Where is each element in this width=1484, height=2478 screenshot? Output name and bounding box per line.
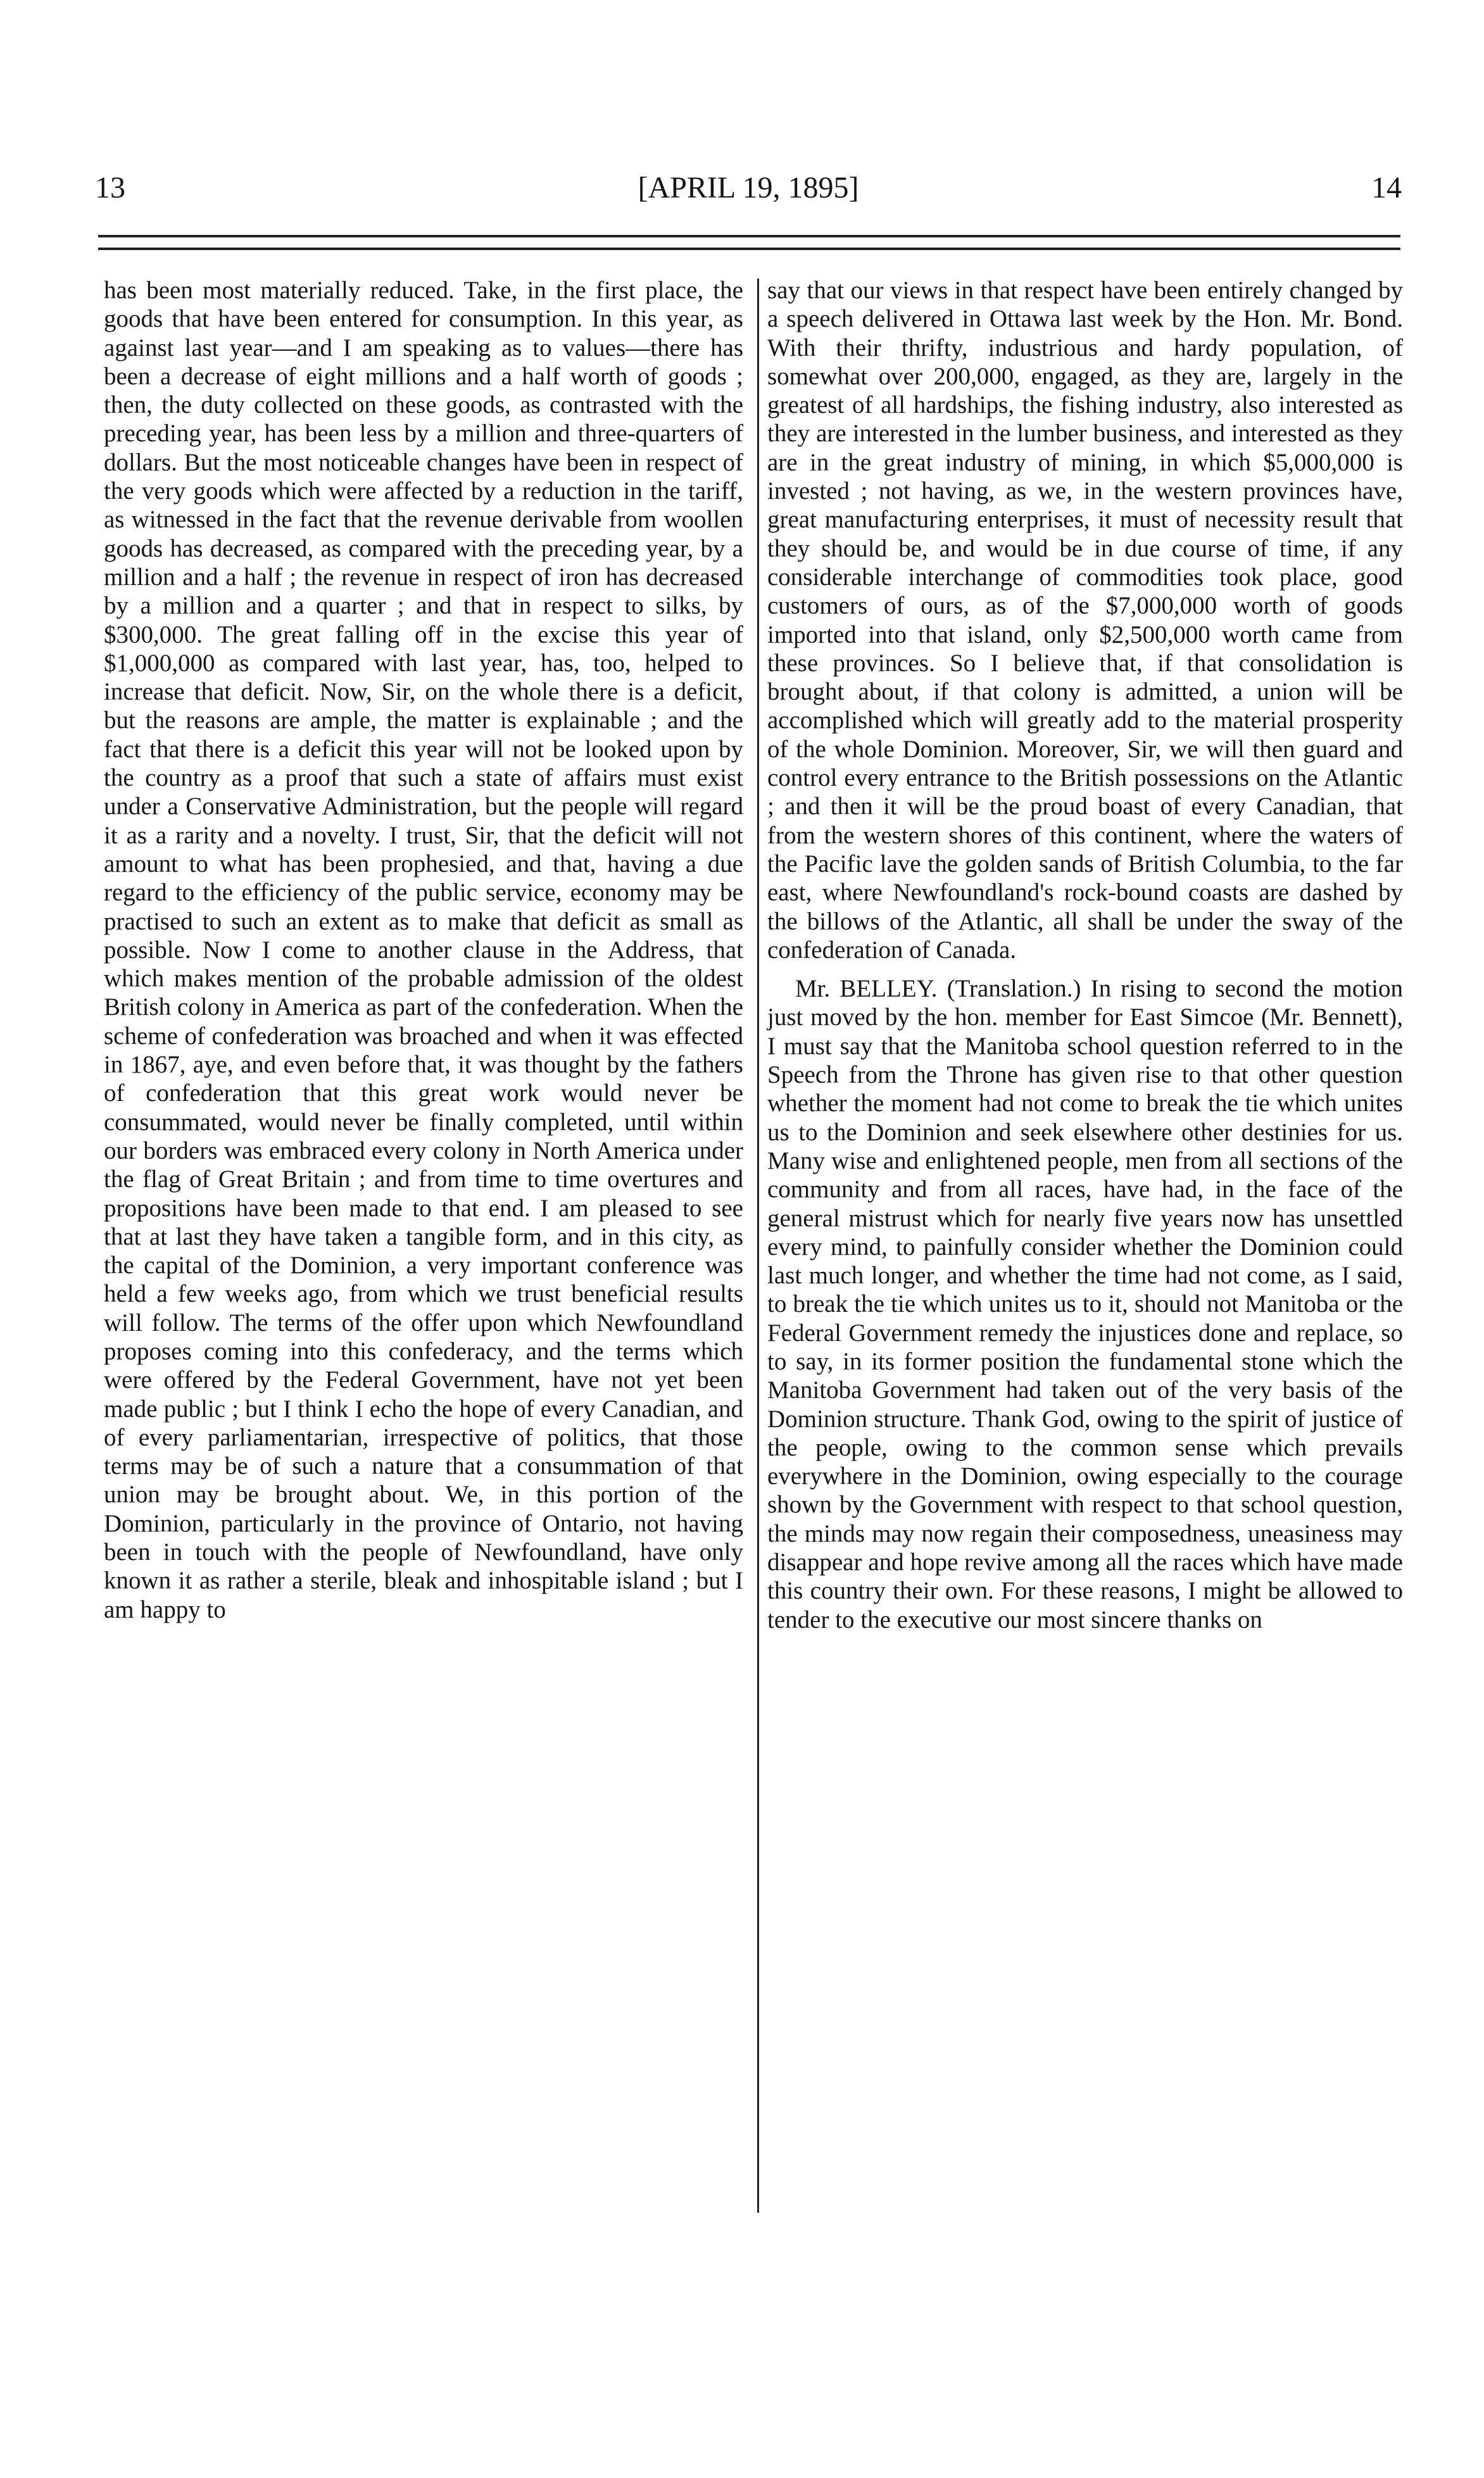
column-divider xyxy=(757,279,759,2213)
right-column-paragraph-2 xyxy=(767,974,1403,1634)
header-rule-top xyxy=(98,235,1400,237)
left-column-text: has been most materially reduced. Take, in the first place, the goods that have been entered for consumption. In this year, as against last year—and I am speaking as to values—there has been a decrease of eight millions and a half worth of goods ; then, the duty collected on these goods, as contrasted with the preceding year, has been less by a million and three-quarters of dollars. But the most noticeable changes have been in respect of the very goods which were affected by a reduction in the tariff, as witnessed in the fact that the revenue derivable from woollen goods has decreased, as compared with the preceding year, by a million and a half ; the revenue in respect of iron has decreased by a million and a quarter ; and that in respect to silks, by $300,000. The great falling off in the excise this year of $1,000,000 as compared with last year, has, too, helped to increase that deficit. Now, Sir, on the whole there is a deficit, but the reasons are ample, the matter is explainable ; and the fact that there is a deficit this year will not be looked upon by the country as a proof that such a state of affairs must exist under a Conservative Administration, but the people will regard it as a rarity and a novelty. I trust, Sir, that the deficit will not amount to what has been prophesied, and that, having a due regard to the efficiency of the public service, economy may be practised to such an extent as to make that deficit as small as possible. Now I come to another clause in the Address, that which makes mention of the probable admission of the oldest British colony in America as part of the confederation. When the scheme of confederation was broached and when it was effected in 1867, aye, and even before that, it was thought by the fathers of confederation that this great work would never be consummated, would never be finally completed, until within our borders was embraced every colony in North America under the flag of Great Britain ; and from time to time overtures and propositions have been made to that end. I am pleased to see that at last they have taken a tangible form, and in this city, as the capital of the Dominion, a very important conference was held a few weeks ago, from which we trust beneficial results will follow. The terms of the offer upon which Newfoundland proposes coming into this confederacy, and the terms which were offered by the Federal Government, have not yet been made public ; but I think I echo the hope of every Canadian, and of every parliamentarian, irrespective of politics, that those terms may be of such a nature that a consummation of that union may be brought about. We, in this portion of the Dominion, particularly in the province of Ontario, not having been in touch with the people of Newfoundland, have only known it as rather a sterile, bleak and inhospitable island ; but I am happy to xyxy=(104,277,743,1623)
header-rule-bottom xyxy=(98,248,1400,250)
speaker-name: Mr. BELLEY. xyxy=(795,975,938,1003)
right-page-number: 14 xyxy=(1371,171,1402,204)
header-date: [APRIL 19, 1895] xyxy=(638,171,859,204)
left-page-number: 13 xyxy=(95,171,125,204)
right-column xyxy=(767,276,1403,1634)
speech-text: (Translation.) In rising to second the motion just moved by the hon. member for East Simcoe (Mr. Bennett), I must say that the Manitoba school question referred to in the Speech from the Throne has given rise to that other question whether the moment had not come to break the tie which unites us to the Dominion and seek elsewhere other destinies for us. Many wise and enlightened people, men from all sections of the community and from all races, have had, in the face of the general mistrust which for nearly five years now has unsettled every mind, to painfully consider whether the Dominion could last much longer, and whether the time had not come, as I said, to break the tie which unites us to it, should not Manitoba or the Federal Government remedy the injustices done and replace, so to say, in its former position the fundamental stone which the Manitoba Government had taken out of the very basis of the Dominion structure. Thank God, owing to the spirit of justice of the people, owing to the common sense which prevails everywhere in the Dominion, owing especially to the courage shown by the Government with respect to that school question, the minds may now regain their composedness, uneasiness may disappear and hope revive among all the races which have made this country their own. For these reasons, I might be allowed to tender to the executive our most sincere thanks on xyxy=(767,975,1403,1633)
left-column xyxy=(104,276,743,1624)
page-header xyxy=(95,166,1402,210)
right-column-paragraph-1: say that our views in that respect have been entirely changed by a speech delivered in Ottawa last week by the Hon. Mr. Bond. With their thrifty, industrious and hardy population, of somewhat over 200,000, engaged, as they are, largely in the greatest of all hardships, the fishing industry, also interested as they are interested in the lumber business, and interested as they are in the great industry of mining, in which $5,000,000 is invested ; not having, as we, in the western provinces have, great manufacturing enterprises, it must of necessity result that they should be, and would be in due course of time, if any considerable interchange of commodities took place, good customers of ours, as of the $7,000,000 worth of goods imported into that island, only $2,500,000 worth came from these provinces. So I believe that, if that consolidation is brought about, if that colony is admitted, a union will be accomplished which will greatly add to the material prosperity of the whole Dominion. Moreover, Sir, we will then guard and control every entrance to the British possessions on the Atlantic ; and then it will be the proud boast of every Canadian, that from the western shores of this continent, where the waters of the Pacific lave the golden sands of British Columbia, to the far east, where Newfoundland's rock-bound coasts are dashed by the billows of the Atlantic, all shall be under the sway of the confederation of Canada. xyxy=(767,277,1403,964)
